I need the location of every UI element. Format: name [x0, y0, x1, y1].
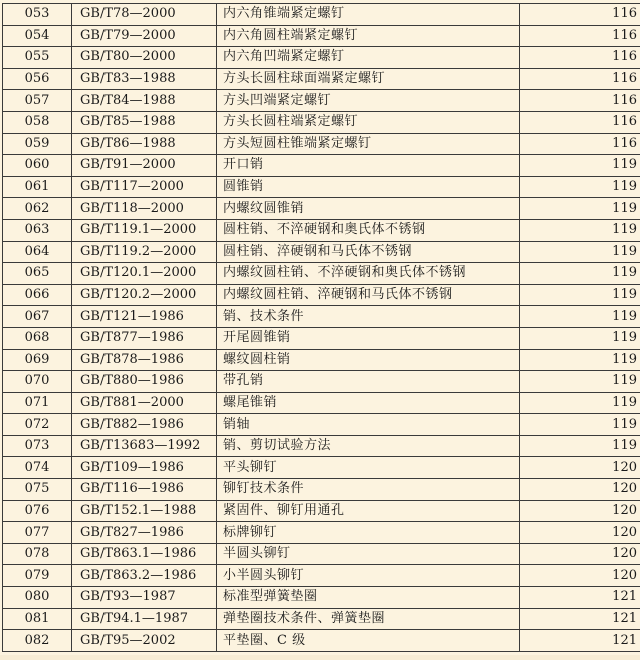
standard-name-cell: 圆锥销	[217, 176, 520, 198]
table-row	[3, 263, 640, 285]
table-row	[3, 630, 640, 652]
standard-name-cell: 带孔销	[217, 371, 520, 393]
page-number-cell: 119	[520, 306, 640, 328]
table-row	[3, 457, 640, 479]
row-number-cell: 065	[3, 263, 72, 285]
row-number-cell: 082	[3, 630, 72, 652]
row-number-cell: 054	[3, 25, 72, 47]
table-row	[3, 327, 640, 349]
standard-code-cell: GB/T86—1988	[72, 133, 217, 155]
page-number-cell: 116	[520, 133, 640, 155]
row-number-cell: 061	[3, 176, 72, 198]
table-row	[3, 25, 640, 47]
standard-name-cell: 内六角锥端紧定螺钉	[217, 4, 520, 26]
standard-code-cell: GB/T120.1—2000	[72, 263, 217, 285]
standard-code-cell: GB/T877—1986	[72, 327, 217, 349]
standard-code-cell: GB/T78—2000	[72, 4, 217, 26]
standard-code-cell: GB/T119.1—2000	[72, 219, 217, 241]
row-number-cell: 079	[3, 565, 72, 587]
row-number-cell: 058	[3, 111, 72, 133]
standard-name-cell: 圆柱销、不淬硬钢和奥氏体不锈钢	[217, 219, 520, 241]
standard-name-cell: 小半圆头铆钉	[217, 565, 520, 587]
row-number-cell: 069	[3, 349, 72, 371]
page-number-cell: 120	[520, 500, 640, 522]
table-row	[3, 241, 640, 263]
row-number-cell: 063	[3, 219, 72, 241]
standard-name-cell: 内六角圆柱端紧定螺钉	[217, 25, 520, 47]
page-number-cell: 119	[520, 219, 640, 241]
table-row	[3, 349, 640, 371]
page-number-cell: 121	[520, 587, 640, 609]
table-row	[3, 284, 640, 306]
row-number-cell: 059	[3, 133, 72, 155]
row-number-cell: 075	[3, 479, 72, 501]
table-row	[3, 414, 640, 436]
standard-name-cell: 内螺纹圆柱销、不淬硬钢和奥氏体不锈钢	[217, 263, 520, 285]
table-row	[3, 111, 640, 133]
table-row	[3, 500, 640, 522]
standard-name-cell: 方头短圆柱锥端紧定螺钉	[217, 133, 520, 155]
row-number-cell: 068	[3, 327, 72, 349]
row-number-cell: 067	[3, 306, 72, 328]
table-row	[3, 587, 640, 609]
row-number-cell: 066	[3, 284, 72, 306]
page-number-cell: 119	[520, 435, 640, 457]
page-number-cell: 121	[520, 608, 640, 630]
page-number-cell: 120	[520, 457, 640, 479]
standard-name-cell: 销、技术条件	[217, 306, 520, 328]
table-row	[3, 176, 640, 198]
standard-name-cell: 方头长圆柱球面端紧定螺钉	[217, 68, 520, 90]
standard-code-cell: GB/T880—1986	[72, 371, 217, 393]
standard-code-cell: GB/T878—1986	[72, 349, 217, 371]
page-number-cell: 120	[520, 522, 640, 544]
page-number-cell: 119	[520, 176, 640, 198]
page-number-cell: 120	[520, 479, 640, 501]
row-number-cell: 071	[3, 392, 72, 414]
standard-name-cell: 半圆头铆钉	[217, 543, 520, 565]
page-number-cell: 120	[520, 565, 640, 587]
standard-name-cell: 平头铆钉	[217, 457, 520, 479]
standard-code-cell: GB/T827—1986	[72, 522, 217, 544]
standard-code-cell: GB/T13683—1992	[72, 435, 217, 457]
standard-name-cell: 内螺纹圆柱销、淬硬钢和马氏体不锈钢	[217, 284, 520, 306]
row-number-cell: 077	[3, 522, 72, 544]
table-row	[3, 133, 640, 155]
page-number-cell: 119	[520, 371, 640, 393]
table-row	[3, 47, 640, 69]
table-row	[3, 219, 640, 241]
page-number-cell: 116	[520, 111, 640, 133]
page-bottom-edge	[0, 655, 640, 660]
page-number-cell: 119	[520, 284, 640, 306]
standard-code-cell: GB/T94.1—1987	[72, 608, 217, 630]
row-number-cell: 070	[3, 371, 72, 393]
standard-code-cell: GB/T121—1986	[72, 306, 217, 328]
row-number-cell: 073	[3, 435, 72, 457]
page-number-cell: 119	[520, 155, 640, 177]
page-number-cell: 116	[520, 90, 640, 112]
standard-code-cell: GB/T93—1987	[72, 587, 217, 609]
row-number-cell: 080	[3, 587, 72, 609]
standard-name-cell: 方头凹端紧定螺钉	[217, 90, 520, 112]
standard-code-cell: GB/T152.1—1988	[72, 500, 217, 522]
page-number-cell: 119	[520, 349, 640, 371]
table-row	[3, 392, 640, 414]
standard-name-cell: 销、剪切试验方法	[217, 435, 520, 457]
table-row	[3, 371, 640, 393]
row-number-cell: 081	[3, 608, 72, 630]
row-number-cell: 076	[3, 500, 72, 522]
table-row	[3, 565, 640, 587]
standard-code-cell: GB/T116—1986	[72, 479, 217, 501]
page-number-cell: 119	[520, 392, 640, 414]
standard-code-cell: GB/T881—2000	[72, 392, 217, 414]
table-row	[3, 306, 640, 328]
row-number-cell: 074	[3, 457, 72, 479]
table-row	[3, 4, 640, 26]
page-number-cell: 116	[520, 47, 640, 69]
standard-name-cell: 开口销	[217, 155, 520, 177]
table-row	[3, 198, 640, 220]
standard-name-cell: 紧固件、铆钉用通孔	[217, 500, 520, 522]
standard-code-cell: GB/T84—1988	[72, 90, 217, 112]
standards-table	[2, 3, 640, 652]
table-row	[3, 543, 640, 565]
page-number-cell: 121	[520, 630, 640, 652]
standard-code-cell: GB/T80—2000	[72, 47, 217, 69]
page-number-cell: 116	[520, 4, 640, 26]
table-row	[3, 608, 640, 630]
standard-name-cell: 开尾圆锥销	[217, 327, 520, 349]
standard-code-cell: GB/T120.2—2000	[72, 284, 217, 306]
standard-name-cell: 平垫圈、C 级	[217, 630, 520, 652]
page-number-cell: 116	[520, 25, 640, 47]
standard-code-cell: GB/T118—2000	[72, 198, 217, 220]
row-number-cell: 060	[3, 155, 72, 177]
standard-code-cell: GB/T83—1988	[72, 68, 217, 90]
standard-code-cell: GB/T109—1986	[72, 457, 217, 479]
standard-name-cell: 标准型弹簧垫圈	[217, 587, 520, 609]
standard-name-cell: 螺纹圆柱销	[217, 349, 520, 371]
table-row	[3, 155, 640, 177]
standard-code-cell: GB/T85—1988	[72, 111, 217, 133]
page-number-cell: 119	[520, 414, 640, 436]
standard-name-cell: 标牌铆钉	[217, 522, 520, 544]
standard-code-cell: GB/T863.1—1986	[72, 543, 217, 565]
standard-code-cell: GB/T95—2002	[72, 630, 217, 652]
page-number-cell: 119	[520, 241, 640, 263]
page-number-cell: 119	[520, 327, 640, 349]
standard-name-cell: 螺尾锥销	[217, 392, 520, 414]
table-row	[3, 435, 640, 457]
standard-name-cell: 铆钉技术条件	[217, 479, 520, 501]
standards-table-body	[3, 4, 640, 652]
row-number-cell: 064	[3, 241, 72, 263]
row-number-cell: 056	[3, 68, 72, 90]
page-number-cell: 119	[520, 198, 640, 220]
standard-code-cell: GB/T863.2—1986	[72, 565, 217, 587]
standard-name-cell: 圆柱销、淬硬钢和马氏体不锈钢	[217, 241, 520, 263]
page-number-cell: 119	[520, 263, 640, 285]
standard-name-cell: 弹垫圈技术条件、弹簧垫圈	[217, 608, 520, 630]
standard-code-cell: GB/T79—2000	[72, 25, 217, 47]
row-number-cell: 072	[3, 414, 72, 436]
standard-name-cell: 方头长圆柱端紧定螺钉	[217, 111, 520, 133]
page-number-cell: 120	[520, 543, 640, 565]
standard-name-cell: 销轴	[217, 414, 520, 436]
table-row	[3, 90, 640, 112]
row-number-cell: 078	[3, 543, 72, 565]
row-number-cell: 055	[3, 47, 72, 69]
row-number-cell: 062	[3, 198, 72, 220]
standard-code-cell: GB/T91—2000	[72, 155, 217, 177]
row-number-cell: 053	[3, 4, 72, 26]
standard-code-cell: GB/T882—1986	[72, 414, 217, 436]
table-row	[3, 68, 640, 90]
standard-name-cell: 内螺纹圆锥销	[217, 198, 520, 220]
standard-name-cell: 内六角凹端紧定螺钉	[217, 47, 520, 69]
standard-code-cell: GB/T117—2000	[72, 176, 217, 198]
standard-code-cell: GB/T119.2—2000	[72, 241, 217, 263]
row-number-cell: 057	[3, 90, 72, 112]
page-number-cell: 116	[520, 68, 640, 90]
table-row	[3, 522, 640, 544]
table-row	[3, 479, 640, 501]
